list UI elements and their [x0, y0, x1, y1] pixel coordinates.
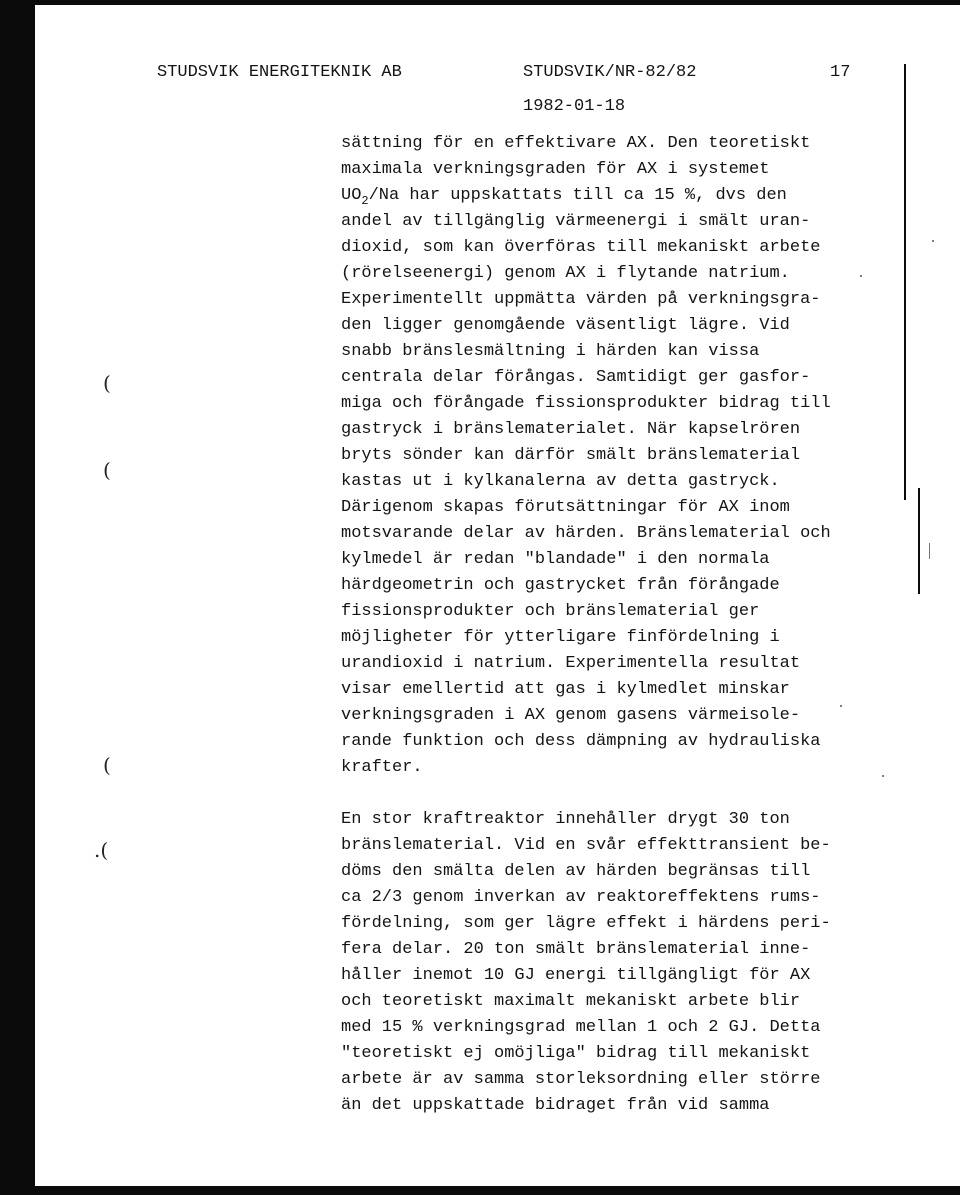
left-scan-border	[0, 0, 35, 1195]
top-scan-border	[0, 0, 960, 5]
text-line: ca 2/3 genom inverkan av reaktoreffektens rums-	[341, 888, 821, 907]
text-line: krafter.	[341, 758, 423, 777]
text-line: fissionsprodukter och bränslematerial ger	[341, 602, 760, 621]
margin-mark: (	[103, 458, 111, 482]
formula-base: UO	[341, 186, 362, 205]
text-line: "teoretiskt ej omöjliga" bidrag till mekaniskt	[341, 1044, 811, 1063]
text-line: dioxid, som kan överföras till mekaniskt arbete	[341, 238, 821, 257]
scan-speck	[932, 240, 934, 242]
text-line: rande funktion och dess dämpning av hydrauliska	[341, 732, 821, 751]
margin-mark: (	[103, 753, 111, 777]
text-line: kastas ut i kylkanalerna av detta gastryck.	[341, 472, 780, 491]
right-margin-line	[904, 64, 906, 500]
report-number: STUDSVIK/NR-82/82	[523, 63, 697, 82]
text-line: gastryck i bränslematerialet. När kapselrören	[341, 420, 801, 439]
text-line: Experimentellt uppmätta värden på verkningsgra-	[341, 290, 821, 309]
bottom-scan-border	[0, 1186, 960, 1195]
text-line: miga och förångade fissionsprodukter bidrag till	[341, 394, 831, 413]
text-line-rest: /Na har uppskattats till ca 15 %, dvs den	[368, 186, 787, 205]
text-line: och teoretiskt maximalt mekaniskt arbete blir	[341, 992, 801, 1011]
text-line: centrala delar förångas. Samtidigt ger gasfor-	[341, 368, 811, 387]
text-line: fera delar. 20 ton smält bränslematerial inne-	[341, 940, 811, 959]
text-line: visar emellertid att gas i kylmedlet minskar	[341, 680, 790, 699]
text-line: med 15 % verkningsgrad mellan 1 och 2 GJ. Detta	[341, 1018, 821, 1037]
paragraph-1	[341, 131, 901, 781]
formula-subscript: 2	[361, 194, 369, 208]
report-date: 1982-01-18	[523, 97, 626, 116]
text-line: maximala verkningsgraden för AX i systemet	[341, 160, 770, 179]
right-margin-tick	[929, 543, 930, 559]
paragraph-2	[341, 807, 901, 1119]
text-line: arbete är av samma storleksordning eller större	[341, 1070, 821, 1089]
margin-mark: (	[103, 371, 111, 395]
margin-mark: .(	[94, 838, 109, 862]
text-line: sättning för en effektivare AX. Den teoretiskt	[341, 134, 811, 153]
body-text	[341, 131, 901, 1119]
text-line: bränslematerial. Vid en svår effekttransient be-	[341, 836, 831, 855]
text-line: urandioxid i natrium. Experimentella resultat	[341, 654, 801, 673]
text-line: (rörelseenergi) genom AX i flytande natrium.	[341, 264, 790, 283]
text-line: den ligger genomgående väsentligt lägre. Vid	[341, 316, 790, 335]
text-line: motsvarande delar av härden. Bränslematerial och	[341, 524, 831, 543]
right-margin-line-lower	[918, 488, 920, 594]
text-line: fördelning, som ger lägre effekt i härdens peri-	[341, 914, 831, 933]
text-line: bryts sönder kan därför smält bränslematerial	[341, 446, 801, 465]
text-line: än det uppskattade bidraget från vid samma	[341, 1096, 770, 1115]
text-line: En stor kraftreaktor innehåller drygt 30 ton	[341, 810, 790, 829]
text-line: kylmedel är redan "blandade" i den normala	[341, 550, 770, 569]
text-line: verkningsgraden i AX genom gasens värmeisole-	[341, 706, 801, 725]
organization-name: STUDSVIK ENERGITEKNIK AB	[157, 63, 402, 82]
text-line: håller inemot 10 GJ energi tillgängligt för AX	[341, 966, 811, 985]
page-number: 17	[830, 63, 851, 82]
text-line: snabb bränslesmältning i härden kan vissa	[341, 342, 760, 361]
text-line	[341, 183, 901, 209]
text-line: Därigenom skapas förutsättningar för AX inom	[341, 498, 790, 517]
text-line: andel av tillgänglig värmeenergi i smält uran-	[341, 212, 811, 231]
text-line: döms den smälta delen av härden begränsas till	[341, 862, 811, 881]
text-line: möjligheter för ytterligare finfördelning i	[341, 628, 780, 647]
text-line: härdgeometrin och gastrycket från förångade	[341, 576, 780, 595]
